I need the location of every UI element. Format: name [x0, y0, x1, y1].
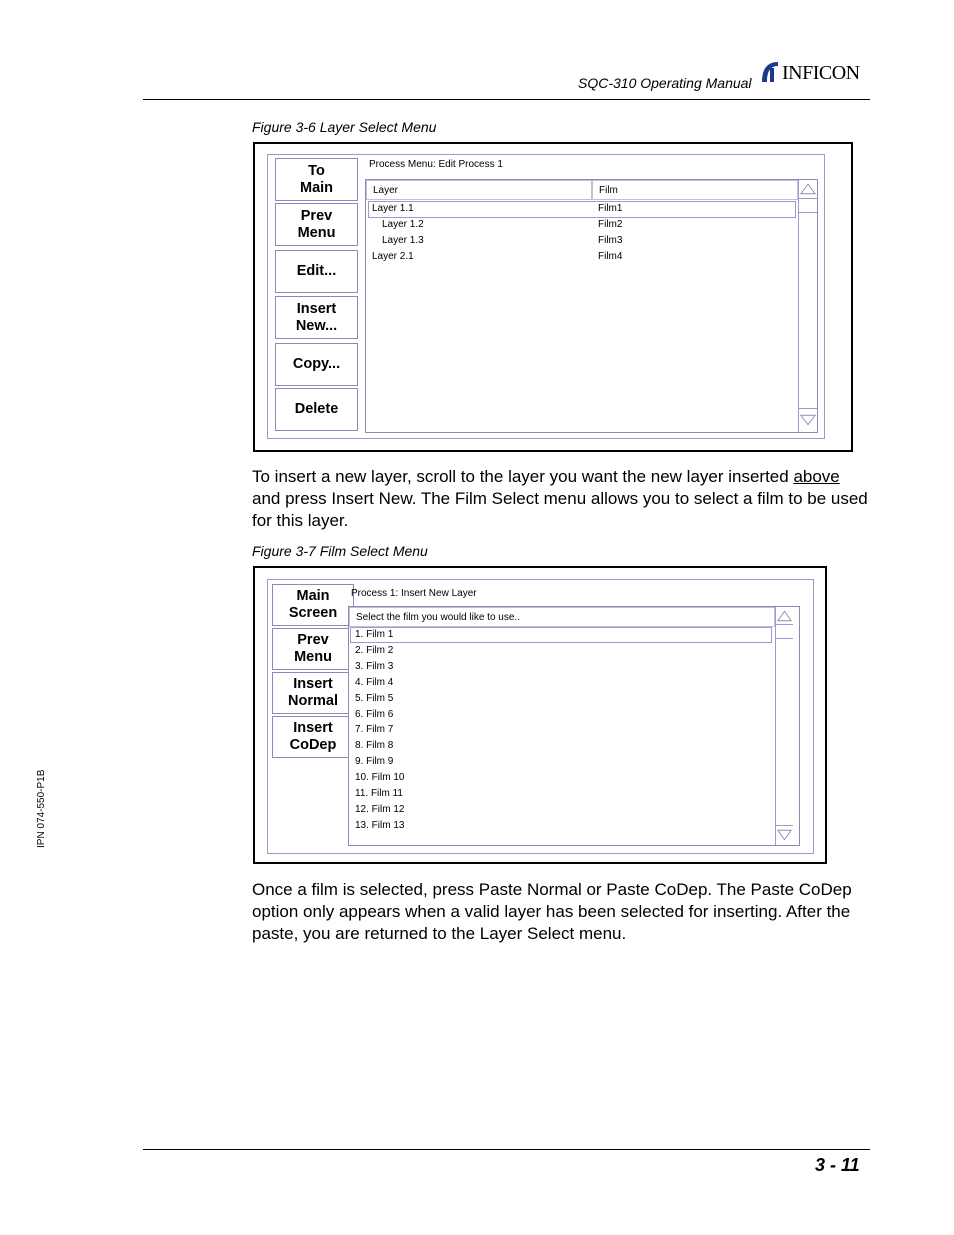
film-list[interactable]: [348, 606, 800, 846]
delete-button[interactable]: Delete: [275, 388, 358, 431]
paragraph-paste: Once a film is selected, press Paste Normal or Paste CoDep. The Paste CoDep option only appears when a valid layer has been selected for inserting. After the paste, you are returned to the Layer Select menu.: [252, 880, 852, 943]
film-list-item[interactable]: 10. Film 10: [355, 772, 405, 784]
layer-select-figure: [253, 142, 853, 452]
film-list-prompt: Select the film you would like to use..: [349, 607, 775, 627]
prev-menu-button[interactable]: Prev Menu: [275, 203, 358, 246]
film-list-item[interactable]: 1. Film 1: [355, 629, 394, 640]
selected-row-highlight: [368, 201, 796, 218]
film-list-item[interactable]: 9. Film 9: [355, 756, 394, 768]
insert-normal-button[interactable]: Insert Normal: [272, 672, 354, 714]
film-list-item[interactable]: 2. Film 2: [355, 644, 394, 656]
scrollbar[interactable]: [775, 607, 793, 845]
header-rule: [143, 99, 870, 100]
inficon-logo: [760, 60, 875, 84]
panel-title: Process Menu: Edit Process 1: [369, 159, 503, 170]
film-name[interactable]: Film1: [598, 203, 623, 214]
layer-name[interactable]: Layer 1.1: [372, 203, 414, 214]
scroll-down-icon[interactable]: [799, 412, 817, 428]
film-select-figure: [253, 566, 827, 864]
film-list-item[interactable]: 11. Film 11: [355, 788, 403, 799]
film-list-item[interactable]: 8. Film 8: [355, 740, 394, 752]
film-list-item[interactable]: 6. Film 6: [355, 708, 394, 720]
prev-menu-button[interactable]: Prev Menu: [272, 628, 354, 670]
column-header-film[interactable]: Film: [592, 180, 798, 200]
layer-name[interactable]: Layer 1.2: [382, 219, 424, 230]
film-list-item[interactable]: 7. Film 7: [355, 724, 394, 736]
layer-list[interactable]: [365, 179, 818, 433]
insert-codep-button[interactable]: Insert CoDep: [272, 716, 354, 758]
film-name[interactable]: Film3: [598, 235, 623, 246]
film-list-item[interactable]: 4. Film 4: [355, 676, 394, 688]
column-header-layer[interactable]: Layer: [366, 180, 592, 200]
inficon-logo-icon: [760, 60, 780, 84]
paragraph-insert-layer: To insert a new layer, scroll to the layer you want the new layer inserted above and press Insert New. The Film Select menu allows you to select a film to be used for this layer.: [252, 467, 868, 530]
film-list-item[interactable]: 5. Film 5: [355, 692, 394, 704]
layer-name[interactable]: Layer 2.1: [372, 251, 414, 262]
layer-name[interactable]: Layer 1.3: [382, 235, 424, 246]
logo-text: INFICON: [782, 62, 860, 84]
film-name[interactable]: Film2: [598, 219, 623, 230]
scroll-down-icon[interactable]: [776, 827, 793, 843]
to-main-button[interactable]: To Main: [275, 158, 358, 201]
film-name[interactable]: Film4: [598, 251, 623, 262]
scrollbar[interactable]: [798, 180, 817, 432]
insert-new-button[interactable]: Insert New...: [275, 296, 358, 339]
emphasis-above: above: [793, 467, 840, 486]
edit-button[interactable]: Edit...: [275, 250, 358, 293]
film-list-item[interactable]: 12. Film 12: [355, 803, 405, 815]
panel-title: Process 1: Insert New Layer: [351, 588, 477, 599]
manual-title: SQC-310 Operating Manual: [578, 75, 752, 91]
main-screen-button[interactable]: Main Screen: [272, 584, 354, 626]
scroll-up-icon[interactable]: [776, 608, 793, 624]
scroll-up-icon[interactable]: [799, 181, 817, 197]
film-select-screen: [267, 579, 814, 854]
film-list-item[interactable]: 13. Film 13: [355, 819, 405, 831]
selected-row-highlight: [350, 627, 772, 643]
layer-select-screen: [267, 154, 825, 439]
ipn-number: IPN 074-550-P1B: [36, 769, 47, 848]
page-number: 3 - 11: [815, 1155, 860, 1175]
footer-rule: [143, 1149, 870, 1150]
copy-button[interactable]: Copy...: [275, 343, 358, 386]
figure-caption-layer-select: Figure 3-6 Layer Select Menu: [252, 119, 437, 135]
figure-caption-film-select: Figure 3-7 Film Select Menu: [252, 543, 428, 559]
film-list-item[interactable]: 3. Film 3: [355, 660, 394, 672]
